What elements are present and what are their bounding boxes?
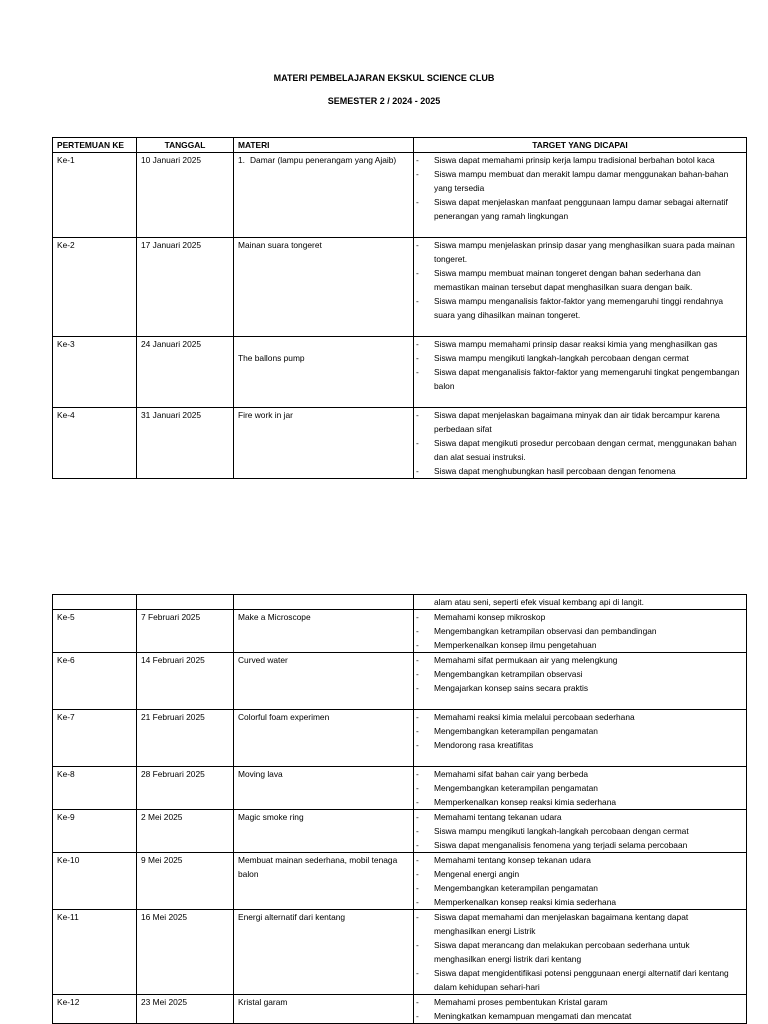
target-item: - Mendorong rasa kreatifitas bbox=[414, 738, 742, 752]
cell-tanggal: 31 Januari 2025 bbox=[137, 408, 234, 479]
target-item: - Siswa dapat merancang dan melakukan percobaan sederhana untuk menghasilkan energi listrik dari kentang bbox=[414, 938, 742, 966]
table-row bbox=[53, 853, 747, 910]
target-item: - Meningkatkan kemampuan mengamati dan mencatat bbox=[414, 1009, 742, 1023]
cell-tanggal: 10 Januari 2025 bbox=[137, 153, 234, 238]
cell-target bbox=[414, 710, 747, 767]
target-list bbox=[414, 853, 742, 909]
cell-materi bbox=[234, 153, 414, 238]
target-item: - Siswa mampu memahami prinsip dasar reaksi kimia yang menghasilkan gas bbox=[414, 337, 742, 351]
materi-text: Membuat mainan sederhana, mobil tenaga balon bbox=[238, 855, 398, 879]
cell-pertemuan: Ke-2 bbox=[53, 238, 137, 337]
materi-text: Mainan suara tongeret bbox=[238, 240, 322, 250]
table-row bbox=[53, 610, 747, 653]
cell-materi bbox=[234, 653, 414, 710]
target-list bbox=[414, 238, 742, 322]
target-item: - Memahami reaksi kimia melalui percobaan sederhana bbox=[414, 710, 742, 724]
cell-tanggal: 28 Februari 2025 bbox=[137, 767, 234, 810]
target-item: - Siswa dapat menganalisis faktor-faktor yang memengaruhi tingkat pengembangan balon bbox=[414, 365, 742, 393]
target-item: - Siswa mampu mengikuti langkah-langkah percobaan dengan cermat bbox=[414, 824, 742, 838]
cell-target bbox=[414, 153, 747, 238]
cell-pertemuan: Ke-11 bbox=[53, 910, 137, 995]
cell-tanggal: 24 Januari 2025 bbox=[137, 337, 234, 408]
target-continuation: alam atau seni, seperti efek visual kembang api di langit. bbox=[434, 597, 644, 607]
target-list bbox=[414, 337, 742, 393]
target-item: - Siswa dapat mengikuti prosedur percobaan dengan cermat, menggunakan bahan dan alat sesuai instruksi. bbox=[414, 436, 742, 464]
materi-text: Kristal garam bbox=[238, 997, 288, 1007]
materi-text: Colorful foam experimen bbox=[238, 712, 330, 722]
cell-materi bbox=[234, 337, 414, 408]
table-row bbox=[53, 595, 747, 610]
table-row bbox=[53, 995, 747, 1024]
target-item: - Siswa dapat memahami prinsip kerja lampu tradisional berbahan botol kaca bbox=[414, 153, 742, 167]
target-item: - Memperkenalkan konsep reaksi kimia sederhana bbox=[414, 795, 742, 809]
target-list bbox=[414, 910, 742, 994]
cell-target bbox=[414, 337, 747, 408]
materi-text: Energi alternatif dari kentang bbox=[238, 912, 346, 922]
cell-materi bbox=[234, 408, 414, 479]
target-list bbox=[414, 610, 742, 652]
table-row bbox=[53, 238, 747, 337]
target-item: - Memahami konsep mikroskop bbox=[414, 610, 742, 624]
target-item: - Mengembangkan ketrampilan observasi bbox=[414, 667, 742, 681]
cell-target bbox=[414, 610, 747, 653]
target-item: - Memahami sifat bahan cair yang berbeda bbox=[414, 767, 742, 781]
target-item: - Siswa dapat menganalisis fenomena yang terjadi selama percobaan bbox=[414, 838, 742, 852]
header-target: TARGET YANG DICAPAI bbox=[414, 138, 747, 153]
cell-target bbox=[414, 995, 747, 1024]
cell-tanggal: 9 Mei 2025 bbox=[137, 853, 234, 910]
cell-pertemuan: Ke-6 bbox=[53, 653, 137, 710]
header-materi: MATERI bbox=[234, 138, 414, 153]
target-item: - Mengajarkan konsep sains secara praktis bbox=[414, 681, 742, 695]
materi-text: Make a Microscope bbox=[238, 612, 311, 622]
target-item: - Memahami tentang konsep tekanan udara bbox=[414, 853, 742, 867]
target-item: - Siswa dapat menjelaskan manfaat penggunaan lampu damar sebagai alternatif penerangan yang ramah lingkungan bbox=[414, 195, 742, 223]
table-row bbox=[53, 767, 747, 810]
cell-pertemuan: Ke-7 bbox=[53, 710, 137, 767]
cell-materi bbox=[234, 910, 414, 995]
cell-materi bbox=[234, 853, 414, 910]
cell-tanggal: 2 Mei 2025 bbox=[137, 810, 234, 853]
cell-pertemuan: Ke-8 bbox=[53, 767, 137, 810]
cell-target bbox=[414, 408, 747, 479]
table-row bbox=[53, 337, 747, 408]
target-item: - Siswa mampu menganalisis faktor-faktor yang memengaruhi tinggi rendahnya suara yang dihasilkan mainan tongeret. bbox=[414, 294, 742, 322]
cell-pertemuan: Ke-1 bbox=[53, 153, 137, 238]
table-row bbox=[53, 810, 747, 853]
materi-text: Fire work in jar bbox=[238, 410, 293, 420]
cell-target bbox=[414, 238, 747, 337]
target-item: - Memperkenalkan konsep reaksi kimia sederhana bbox=[414, 895, 742, 909]
document-semester: SEMESTER 2 / 2024 - 2025 bbox=[327, 96, 441, 106]
cell-target bbox=[414, 767, 747, 810]
cell-tanggal: 7 Februari 2025 bbox=[137, 610, 234, 653]
target-list bbox=[414, 153, 742, 223]
cell-materi bbox=[234, 710, 414, 767]
cell-pertemuan: Ke-12 bbox=[53, 995, 137, 1024]
cell-pertemuan: Ke-9 bbox=[53, 810, 137, 853]
cell-tanggal: 16 Mei 2025 bbox=[137, 910, 234, 995]
table-row bbox=[53, 153, 747, 238]
target-item: - Siswa mampu mengikuti langkah-langkah percobaan dengan cermat bbox=[414, 351, 742, 365]
document-title: MATERI PEMBELAJARAN EKSKUL SCIENCE CLUB bbox=[273, 73, 495, 83]
target-list bbox=[414, 810, 742, 852]
cell-pertemuan: Ke-5 bbox=[53, 610, 137, 653]
schedule-table-page2 bbox=[52, 594, 747, 1024]
table-row bbox=[53, 710, 747, 767]
target-item: - Siswa dapat memahami dan menjelaskan bagaimana kentang dapat menghasilkan energi Listrik bbox=[414, 910, 742, 938]
header-pertemuan: PERTEMUAN KE bbox=[53, 138, 137, 153]
target-item: - Siswa dapat menghubungkan hasil percobaan dengan fenomena bbox=[414, 464, 742, 478]
materi-text: Magic smoke ring bbox=[238, 812, 304, 822]
cell-tanggal: 17 Januari 2025 bbox=[137, 238, 234, 337]
cell-target bbox=[414, 910, 747, 995]
target-list bbox=[414, 995, 742, 1023]
cell-target bbox=[414, 853, 747, 910]
target-item: - Siswa dapat mengidentifikasi potensi penggunaan energi alternatif dari kentang dalam kehidupan sehari-hari bbox=[414, 966, 742, 994]
header-tanggal: TANGGAL bbox=[137, 138, 234, 153]
materi-text: Damar (lampu penerangam yang Ajaib) bbox=[250, 155, 397, 165]
target-item: - Siswa mampu membuat mainan tongeret dengan bahan sederhana dan memastikan mainan tersebut dapat menghasilkan suara dengan baik. bbox=[414, 266, 742, 294]
target-item: - Memahami tentang tekanan udara bbox=[414, 810, 742, 824]
target-item: - Mengembangkan keterampilan pengamatan bbox=[414, 781, 742, 795]
target-item: - Mengembangkan keterampilan pengamatan bbox=[414, 881, 742, 895]
table-row bbox=[53, 408, 747, 479]
cell-materi bbox=[234, 238, 414, 337]
cell-tanggal: 14 Februari 2025 bbox=[137, 653, 234, 710]
target-item: - Memahami sifat permukaan air yang melengkung bbox=[414, 653, 742, 667]
target-item: - Siswa mampu membuat dan merakit lampu damar menggunakan bahan-bahan yang tersedia bbox=[414, 167, 742, 195]
table-header-row bbox=[53, 138, 747, 153]
table-row bbox=[53, 910, 747, 995]
materi-text: Moving lava bbox=[238, 769, 283, 779]
cell-materi bbox=[234, 610, 414, 653]
target-list bbox=[414, 653, 742, 695]
cell-pertemuan: Ke-4 bbox=[53, 408, 137, 479]
cell-target bbox=[414, 810, 747, 853]
materi-text: The ballons pump bbox=[238, 353, 305, 363]
cell-tanggal: 23 Mei 2025 bbox=[137, 995, 234, 1024]
target-list bbox=[414, 767, 742, 809]
target-item: - Siswa dapat menjelaskan bagaimana minyak dan air tidak bercampur karena perbedaan sifat bbox=[414, 408, 742, 436]
target-list bbox=[414, 710, 742, 752]
target-item: - Mengembangkan keterampilan pengamatan bbox=[414, 724, 742, 738]
target-item: - Memahami proses pembentukan Kristal garam bbox=[414, 995, 742, 1009]
materi-text: Curved water bbox=[238, 655, 288, 665]
cell-pertemuan: Ke-3 bbox=[53, 337, 137, 408]
schedule-table-page1 bbox=[52, 137, 747, 479]
cell-pertemuan: Ke-10 bbox=[53, 853, 137, 910]
materi-number: 1. bbox=[238, 155, 245, 165]
target-list bbox=[414, 408, 742, 478]
cell-materi bbox=[234, 767, 414, 810]
cell-tanggal: 21 Februari 2025 bbox=[137, 710, 234, 767]
target-item: - Mengenal energi angin bbox=[414, 867, 742, 881]
target-item: - Memperkenalkan konsep ilmu pengetahuan bbox=[414, 638, 742, 652]
cell-materi bbox=[234, 995, 414, 1024]
cell-materi bbox=[234, 810, 414, 853]
cell-target bbox=[414, 653, 747, 710]
target-item: - Siswa mampu menjelaskan prinsip dasar yang menghasilkan suara pada mainan tongeret. bbox=[414, 238, 742, 266]
target-item: - Mengembangkan ketrampilan observasi dan pembandingan bbox=[414, 624, 742, 638]
table-row bbox=[53, 653, 747, 710]
